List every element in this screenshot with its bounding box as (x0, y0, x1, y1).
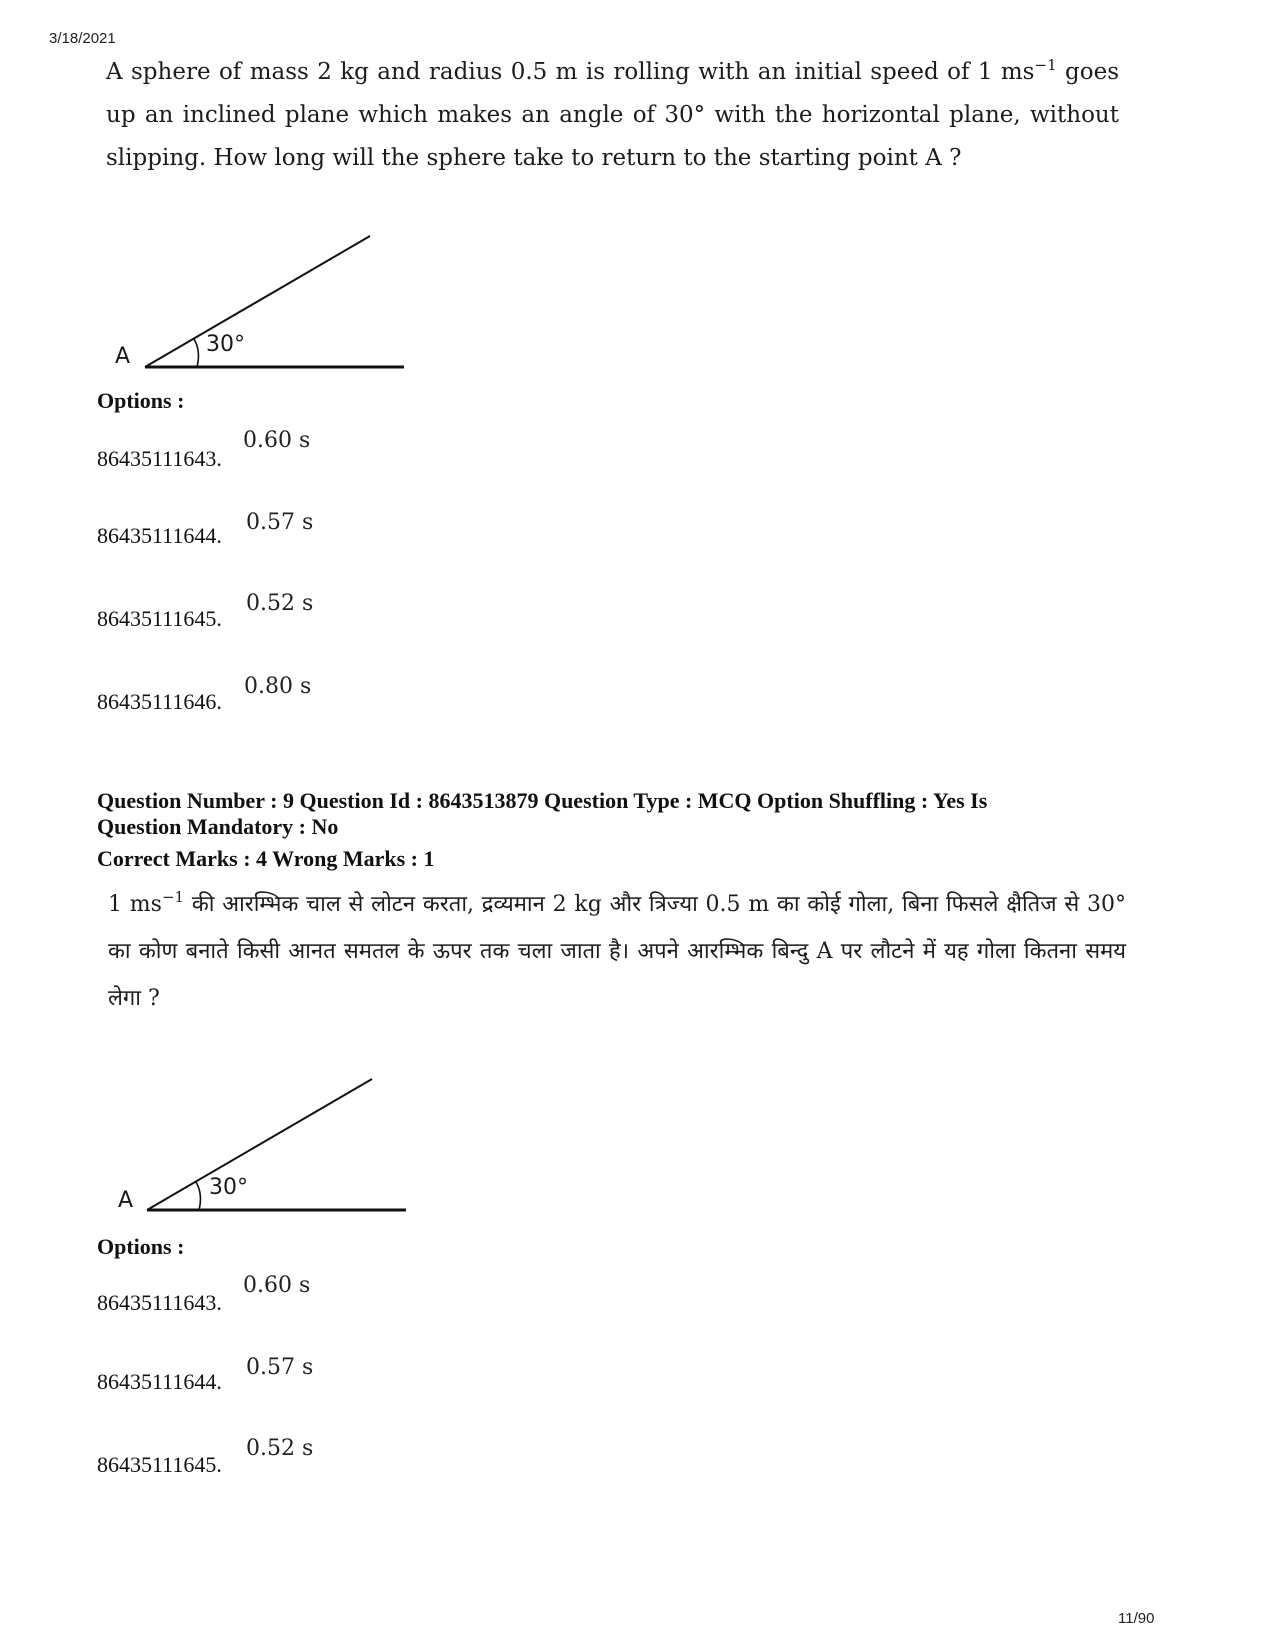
option-value[interactable]: 0.57 s (246, 510, 314, 535)
question-marks: Correct Marks : 4 Wrong Marks : 1 (97, 846, 435, 871)
options-label: Options : (97, 388, 185, 413)
option-id: 86435111643. (97, 446, 222, 471)
option-id: 86435111644. (97, 1369, 222, 1394)
incline-line (147, 1079, 372, 1210)
angle-label: 30° (209, 1175, 248, 1200)
incline-figure (112, 1073, 412, 1218)
option-value[interactable]: 0.80 s (244, 674, 312, 699)
incline-line (145, 236, 370, 367)
option-id: 86435111645. (97, 606, 222, 631)
options-label: Options : (97, 1234, 185, 1259)
option-id: 86435111645. (97, 1452, 222, 1477)
option-value[interactable]: 0.52 s (246, 1436, 314, 1461)
page-number: 11/90 (1118, 1610, 1155, 1627)
question-meta: Question Number : 9 Question Id : 8643513879 Question Type : MCQ Option Shuffling : Yes Is Question Mandatory : No (97, 788, 988, 839)
question-text-hindi: 1 $ms^{-1}$ की आरम्भिक चाल से लोटन करता, द्रव्यमान 2 kg और त्रिज्या 0.5 m का कोई गोला, बिना फिसले क्षैतिज से 30° का कोण बनाते किसी आनत समतल के ऊपर तक चला जाता है। अपने आरम्भिक बिन्दु A पर लौटने में यह गोला कितना समय लेगा ? (108, 888, 1126, 1011)
angle-arc (194, 339, 198, 367)
incline-figure (110, 230, 410, 375)
option-value[interactable]: 0.57 s (246, 1355, 314, 1380)
option-value[interactable]: 0.60 s (243, 428, 311, 453)
option-value[interactable]: 0.52 s (246, 591, 314, 616)
point-a-label: A (115, 344, 131, 369)
angle-arc (196, 1182, 200, 1210)
question-text: A sphere of mass 2 kg and radius 0.5 m is rolling with an initial speed of 1 $ms^{-1}$ goes up an inclined plane which makes an angle of 30° with the horizontal plane, without slipping. How long will the sphere take to return to the starting point A ? (106, 56, 1119, 171)
print-date: 3/18/2021 (49, 30, 116, 47)
option-id: 86435111644. (97, 523, 222, 548)
option-value[interactable]: 0.60 s (243, 1273, 311, 1298)
option-id: 86435111646. (97, 689, 222, 714)
option-id: 86435111643. (97, 1290, 222, 1315)
point-a-label: A (118, 1188, 134, 1213)
angle-label: 30° (206, 332, 245, 357)
